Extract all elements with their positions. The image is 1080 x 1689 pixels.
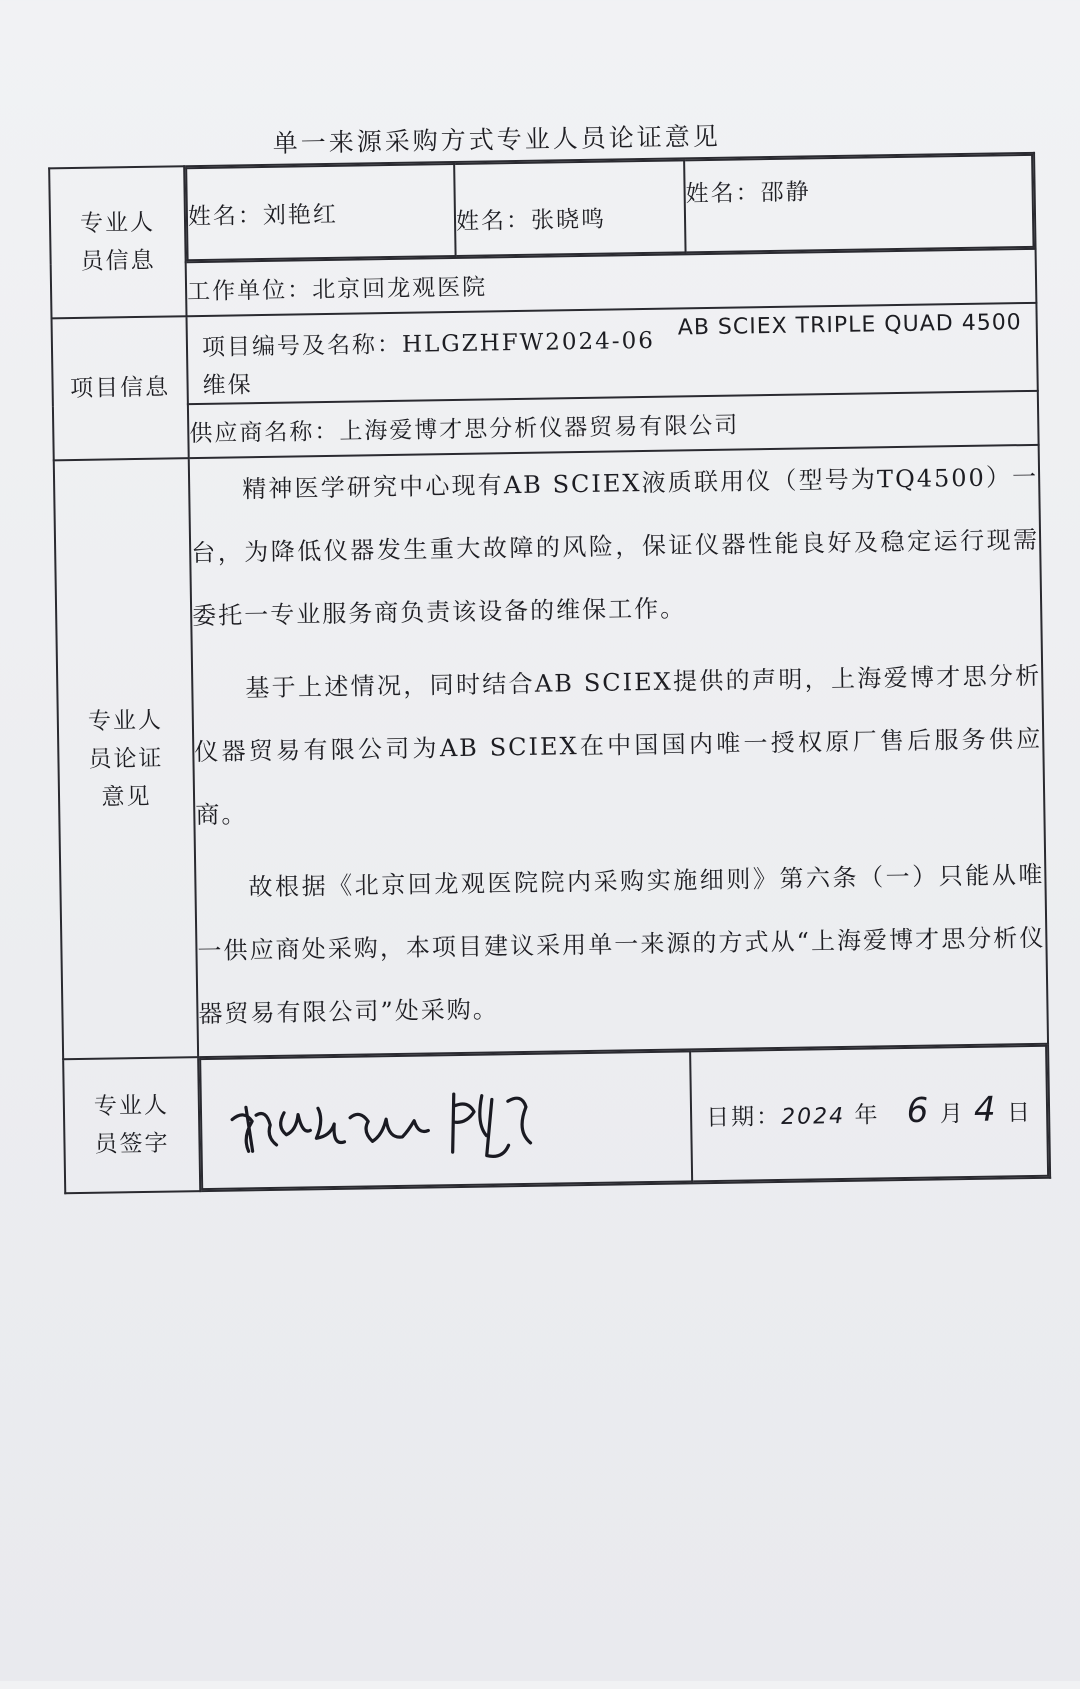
signature-row-cell	[198, 1044, 1050, 1191]
project-label: 项目信息	[69, 374, 171, 403]
supplier-field: 供应商名称：上海爱博才思分析仪器贸易有限公司	[188, 391, 1039, 458]
names-cell	[184, 153, 1035, 262]
handwritten-signatures	[221, 1075, 552, 1170]
date-month-unit: 月	[939, 1101, 965, 1128]
date-month: 6	[906, 1090, 931, 1131]
opinion-body	[189, 445, 1048, 1057]
opinion-paragraph-3: 故根据《北京回龙观医院院内采购实施细则》第六条（一）只能从唯一供应商处采购，本项目建议采用单一来源的方式从“上海爱博才思分析仪器贸易有限公司”处采购。	[197, 860, 1046, 1029]
signature-row	[199, 1045, 1049, 1190]
opinion-label: 专业人员论证意见	[87, 707, 164, 811]
work-unit-field: 工作单位：北京回龙观医院	[186, 249, 1037, 316]
signature-area	[200, 1051, 692, 1189]
date-field	[706, 1089, 1032, 1134]
date-year: 2024	[780, 1103, 846, 1130]
project-model: AB SCIEX TRIPLE QUAD 4500	[677, 310, 1022, 341]
name-field-2: 姓名：张晓鸣	[454, 160, 685, 256]
date-year-unit: 年	[854, 1102, 880, 1129]
date-prefix: 日期：	[705, 1103, 782, 1132]
project-maintenance: 维保	[202, 372, 253, 399]
personnel-label: 专业人员信息	[79, 209, 156, 275]
opinion-label-cell	[54, 458, 198, 1059]
form-table	[48, 152, 1051, 1194]
signature-label: 专业人员签字	[93, 1092, 170, 1158]
project-label-cell	[52, 316, 189, 460]
opinion-paragraph-2: 基于上述情况，同时结合AB SCIEX提供的声明，上海爱博才思分析仪器贸易有限公司为AB SCIEX在中国国内唯一授权原厂售后服务供应商。	[194, 661, 1043, 830]
names-row	[185, 154, 1034, 261]
opinion-paragraph-1: 精神医学研究中心现有AB SCIEX液质联用仪（型号为TQ4500）一台，为降低仪器发生重大故障的风险，保证仪器性能良好及稳定运行现需委托一专业服务商负责该设备的维保工作。	[191, 462, 1040, 631]
personnel-label-cell	[49, 166, 186, 318]
date-day: 4	[973, 1089, 998, 1130]
project-code-name: 项目编号及名称：HLGZHFW2024-06	[201, 327, 656, 361]
date-area	[690, 1046, 1048, 1182]
signature-label-cell	[63, 1057, 200, 1193]
document-title: 单一来源采购方式专业人员论证意见	[272, 121, 721, 158]
name-field-1: 姓名：刘艳红	[186, 164, 455, 260]
project-code-cell	[187, 303, 1038, 404]
date-day-unit: 日	[1006, 1100, 1033, 1127]
name-field-3: 姓名：邵静	[684, 155, 1033, 252]
